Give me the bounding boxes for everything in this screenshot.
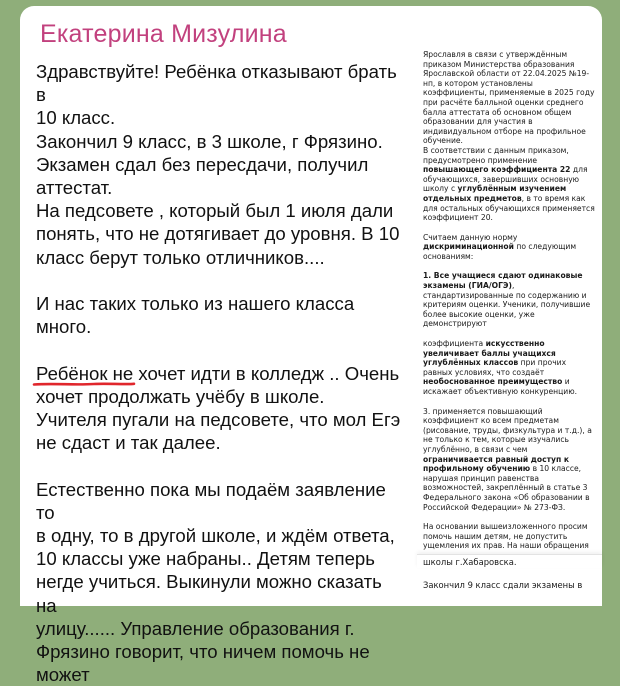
underlined-phrase: Ребёнок не хочет идти в колледж <box>36 363 329 384</box>
message-line: в одну, то в другой школе, и ждём ответа, <box>36 525 395 547</box>
message-line: хочет продолжать учёбу в школе. <box>36 385 325 407</box>
sender-name[interactable]: Екатерина Мизулина <box>40 20 287 48</box>
doc-overlay-fragment: Закончил 9 класс сдали экзамены в <box>417 578 602 591</box>
doc-paragraph: В соответствии с данным приказом, предусмотрено применение повышающего коэффициента 22 для обучающихся, завершивших основную школу с углублённым изучением отдельных предметов, в то время как для остальных обучающихся применяется коэффициент 20. <box>423 145 595 223</box>
doc-paragraph: На основании вышеизложенного просим помочь нашим детям, не допустить ущемления их прав. На наши обращения <box>423 522 589 551</box>
red-underline-mark <box>34 381 134 387</box>
message-line: может <box>36 664 90 686</box>
message-line: Фрязино говорит, что ничем помочь не <box>36 641 370 663</box>
message-line: улицу...... Управление образования г. <box>36 617 355 639</box>
message-line: Здравствуйте! Ребёнка отказывают брать в <box>36 61 397 106</box>
message-line: не сдаст и так далее. <box>36 432 221 454</box>
doc-paragraph: 1. Все учащиеся сдают одинаковые экзамены (ГИА/ОГЭ), стандартизированные по содержанию и критериям оценки. Ученики, получившие более высокие оценки, уже демонстрируют <box>423 271 591 329</box>
message-line: 10 классы уже набраны.. Детям теперь <box>36 548 375 570</box>
message-line: Экзамен сдал без пересдачи, получил <box>36 153 369 175</box>
message-line: негде учиться. Выкинули можно сказать на <box>36 571 382 616</box>
attached-document-image[interactable] <box>417 50 602 606</box>
message-line: Естественно пока мы подаём заявление то <box>36 478 386 523</box>
doc-overlay-fragment: школы г.Хабаровска. <box>417 554 602 568</box>
message-line: 10 класс. <box>36 107 116 129</box>
message-line: Закончил 9 класс, в 3 школе, г Фрязино. <box>36 130 383 152</box>
doc-paragraph: коэффициента искусственно увеличивает баллы учащихся углублённых классов при прочих равных условиях, что создаёт необоснованное преимущество и искажает объективную конкуренцию. <box>423 339 578 396</box>
message-line-underlined: Ребёнок не хочет идти в колледж .. Очень <box>36 362 406 385</box>
doc-paragraph: Считаем данную норму дискриминационной по следующим основаниям: <box>423 232 577 261</box>
message-line: аттестат. <box>36 177 113 199</box>
message-bubble <box>20 6 602 686</box>
message-line: И нас таких только из нашего класса много. <box>36 293 355 338</box>
message-line: класс берут только отличников.... <box>36 246 325 268</box>
message-line: понять, что не дотягивает до уровня. В 10 <box>36 223 400 245</box>
message-line: На педсовете , который был 1 июля дали <box>36 200 394 222</box>
message-text <box>36 60 406 686</box>
message-line: Учителя пугали на педсовете, что мол Егэ <box>36 409 401 431</box>
doc-paragraph: 3. применяется повышающий коэффициент ко всем предметам (рисование, труды, физкультура и т.д.), а не только к тем, которые изучались углублённо, в связи с чем ограничивается равный доступ к профильному обучению в 10 классе, нарушая принцип равенства возможностей, закреплённый в статье 3 Федерального закона «Об образовании в Российской Федерации» № 273-ФЗ. <box>423 406 592 512</box>
doc-paragraph: Ярославля в связи с утверждённым приказом Министерства образования Ярославской области от 22.04.2025 №19-нп, в котором установлены коэффициенты, применяемые в 2025 году при расчёте балльной оценки среднего балла аттестата об основном общем образовании для участия в индивидуальном отборе на профильное обучение. <box>423 50 595 146</box>
